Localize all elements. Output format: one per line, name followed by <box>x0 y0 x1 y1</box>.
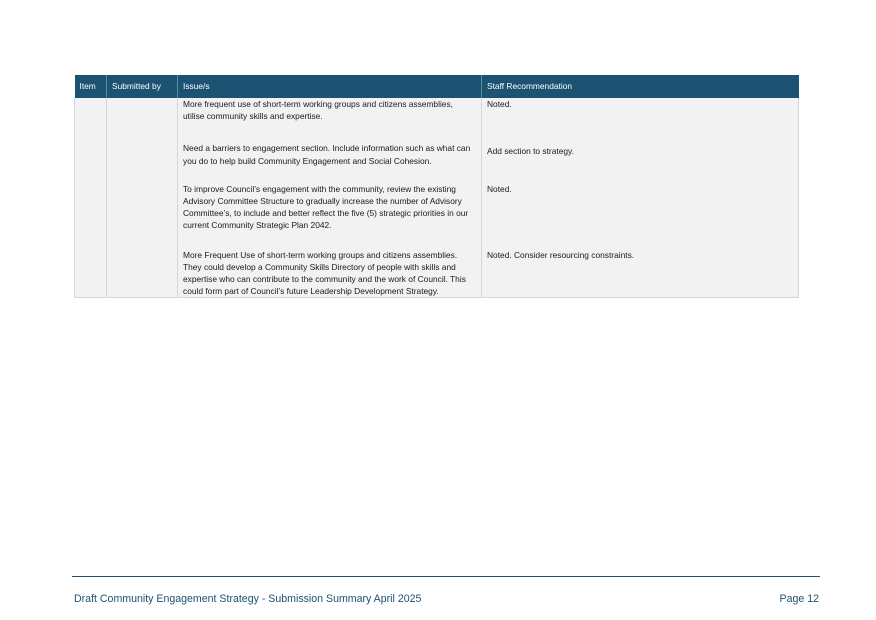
footer-page-number: Page 12 <box>779 593 819 605</box>
submission-table <box>74 75 799 298</box>
footer-divider <box>72 576 820 577</box>
header-submitted-by: Submitted by <box>107 75 178 98</box>
header-issues: Issue/s <box>178 75 482 98</box>
issue-cell <box>178 98 482 142</box>
issue-text: Need a barriers to engagement section. Include information such as what can you do to help build Community Engagement and Social Cohesion. <box>183 143 471 166</box>
issue-cell <box>178 142 482 182</box>
issue-cell <box>178 183 482 249</box>
recommendation-cell <box>482 249 799 298</box>
issue-text: To improve Council’s engagement with the community, review the existing Advisory Committee Structure to gradually increase the number of Advisory Committee’s, to include and better reflect the five (5) strategic priorities in our current Community Strategic Plan 2042. <box>183 183 469 231</box>
issue-text: More frequent use of short-term working groups and citizens assemblies, utilise community skills and expertise. <box>183 99 453 122</box>
table-header-row <box>75 75 799 98</box>
recommendation-text: Noted. Consider resourcing constraints. <box>487 249 635 260</box>
issue-cell <box>178 249 482 298</box>
item-cell <box>75 98 107 298</box>
submission-table-container <box>74 75 798 298</box>
table-row <box>75 249 799 298</box>
recommendation-cell <box>482 98 799 142</box>
header-item: Item <box>75 75 107 98</box>
footer-document-title: Draft Community Engagement Strategy - Submission Summary April 2025 <box>74 593 422 605</box>
recommendation-cell <box>482 183 799 249</box>
header-staff-recommendation: Staff Recommendation <box>482 75 799 98</box>
recommendation-cell <box>482 142 799 182</box>
submitted-by-cell <box>107 98 178 298</box>
table-row <box>75 98 799 142</box>
table-row <box>75 183 799 249</box>
table-row <box>75 142 799 182</box>
recommendation-text: Noted. <box>487 183 512 194</box>
recommendation-text: Noted. <box>487 99 512 109</box>
issue-text: More Frequent Use of short-term working groups and citizens assemblies. They could develop a Community Skills Directory of people with skills and expertise who can contribute to the community and the work of Council. This could form part of Council’s future Leadership Development Strategy. <box>183 249 466 297</box>
recommendation-text: Add section to strategy. <box>487 146 574 157</box>
